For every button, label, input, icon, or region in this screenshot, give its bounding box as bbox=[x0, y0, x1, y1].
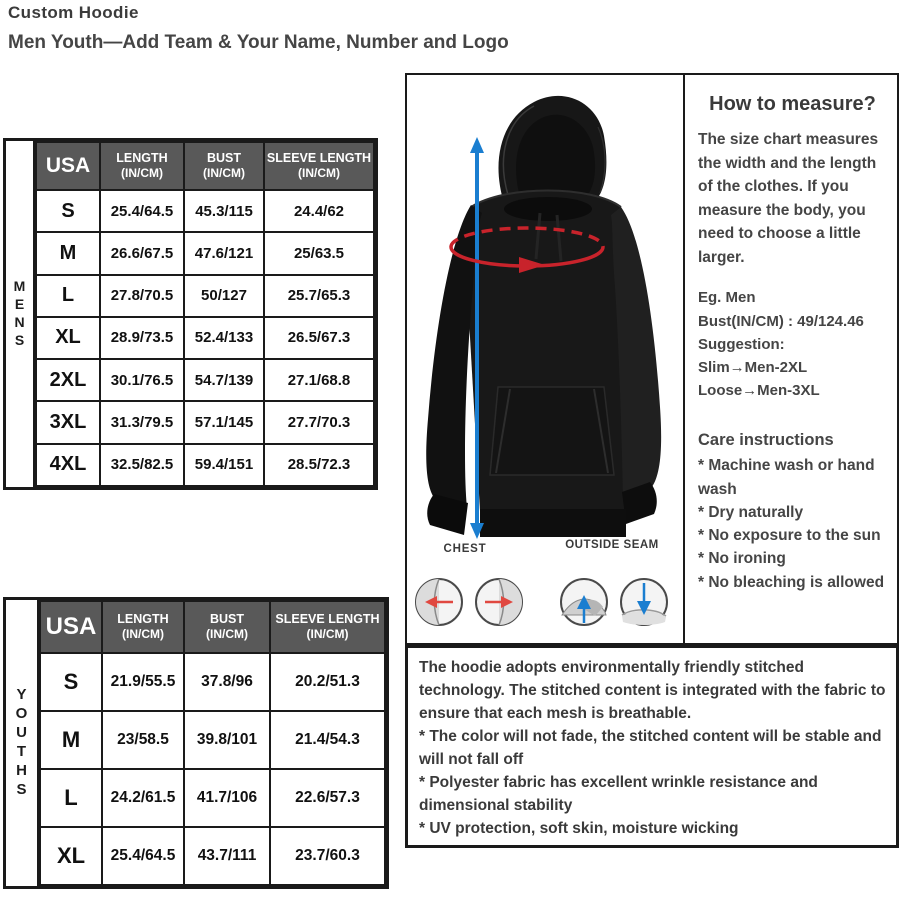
care-item: * No ironing bbox=[698, 550, 786, 568]
sleeve-cell: 25.7/65.3 bbox=[264, 275, 374, 317]
size-cell: S bbox=[36, 190, 100, 232]
table-row bbox=[36, 190, 374, 232]
outside-seam-label: OUTSIDE SEAM bbox=[565, 539, 659, 551]
size-cell: M bbox=[36, 232, 100, 274]
mens-group-strip bbox=[6, 141, 35, 487]
column-header-length bbox=[100, 142, 184, 190]
bust-cell: 57.1/145 bbox=[184, 401, 264, 443]
length-cell: 27.8/70.5 bbox=[100, 275, 184, 317]
bust-cell: 59.4/151 bbox=[184, 444, 264, 486]
description-intro: The hoodie adopts environmentally friendly stitched technology. The stitched content is integrated with the fabric to ensure that each mesh is breathable. bbox=[419, 659, 886, 722]
example-line: Slim→Men-2XL bbox=[698, 359, 808, 377]
sleeve-cell: 27.1/68.8 bbox=[264, 359, 374, 401]
bust-cell: 39.8/101 bbox=[184, 711, 270, 769]
youths-group-label: YOUTHS bbox=[13, 686, 30, 800]
example-line: Suggestion: bbox=[698, 335, 785, 353]
column-unit: (IN/CM) bbox=[122, 627, 164, 642]
bust-cell: 37.8/96 bbox=[184, 653, 270, 711]
length-cell: 21.9/55.5 bbox=[102, 653, 184, 711]
size-cell: M bbox=[40, 711, 102, 769]
size-cell: S bbox=[40, 653, 102, 711]
column-header-usa: USA bbox=[36, 142, 100, 190]
page-title: Custom Hoodie bbox=[8, 3, 139, 22]
care-item: * No bleaching is allowed bbox=[698, 573, 885, 591]
column-header-usa: USA bbox=[40, 601, 102, 653]
table-header-row bbox=[40, 601, 385, 653]
length-cell: 30.1/76.5 bbox=[100, 359, 184, 401]
example-line: Bust(IN/CM) : 49/124.46 bbox=[698, 312, 864, 330]
bust-cell: 50/127 bbox=[184, 275, 264, 317]
chest-measure-circle-right-icon bbox=[476, 579, 522, 625]
length-cell: 25.4/64.5 bbox=[102, 827, 184, 885]
column-header-bust bbox=[184, 142, 264, 190]
column-unit: (IN/CM) bbox=[203, 166, 245, 181]
care-item: * Dry naturally bbox=[698, 503, 804, 521]
length-cell: 28.9/73.5 bbox=[100, 317, 184, 359]
bust-cell: 52.4/133 bbox=[184, 317, 264, 359]
description-bullet: * Polyester fabric has excellent wrinkle resistance and dimensional stability bbox=[419, 773, 818, 814]
length-cell: 25.4/64.5 bbox=[100, 190, 184, 232]
sleeve-cell: 20.2/51.3 bbox=[270, 653, 385, 711]
column-header-length bbox=[102, 601, 184, 653]
example-line: Eg. Men bbox=[698, 289, 756, 307]
mens-group-label: MENS bbox=[11, 278, 28, 350]
sleeve-cell: 24.4/62 bbox=[264, 190, 374, 232]
column-header-bust bbox=[184, 601, 270, 653]
chest-label: CHEST bbox=[443, 543, 487, 555]
column-label: LENGTH bbox=[116, 150, 168, 165]
size-cell: L bbox=[40, 769, 102, 827]
table-row bbox=[40, 827, 385, 885]
column-label: BUST bbox=[209, 611, 245, 626]
column-label: LENGTH bbox=[117, 611, 169, 626]
table-row bbox=[36, 232, 374, 274]
table-row bbox=[40, 769, 385, 827]
column-label: SLEEVE LENGTH bbox=[275, 611, 380, 626]
column-label: SLEEVE LENGTH bbox=[266, 150, 372, 165]
example-line: Loose→Men-3XL bbox=[698, 382, 820, 400]
table-row bbox=[36, 275, 374, 317]
measure-section bbox=[405, 73, 899, 645]
care-instructions bbox=[698, 428, 887, 594]
column-label: BUST bbox=[206, 150, 242, 165]
table-row bbox=[40, 653, 385, 711]
column-unit: (IN/CM) bbox=[206, 627, 248, 642]
hoodie-measure-illustration bbox=[407, 75, 683, 645]
sleeve-cell: 26.5/67.3 bbox=[264, 317, 374, 359]
care-instructions-heading: Care instructions bbox=[698, 430, 834, 449]
sleeve-cell: 23.7/60.3 bbox=[270, 827, 385, 885]
hoodie-illustration-area bbox=[407, 75, 685, 643]
description-bullet: * UV protection, soft skin, moisture wicking bbox=[419, 819, 739, 837]
bust-cell: 41.7/106 bbox=[184, 769, 270, 827]
sleeve-cell: 25/63.5 bbox=[264, 232, 374, 274]
seam-measure-circle-up-icon bbox=[561, 579, 607, 625]
mens-size-table bbox=[35, 141, 375, 487]
seam-measure-circle-down-icon bbox=[621, 579, 667, 625]
sleeve-cell: 27.7/70.3 bbox=[264, 401, 374, 443]
bust-cell: 43.7/111 bbox=[184, 827, 270, 885]
size-cell: XL bbox=[36, 317, 100, 359]
table-row bbox=[36, 317, 374, 359]
table-row bbox=[36, 359, 374, 401]
size-cell: XL bbox=[40, 827, 102, 885]
length-cell: 32.5/82.5 bbox=[100, 444, 184, 486]
how-to-measure-heading: How to measure? bbox=[709, 93, 876, 115]
description-bullet: * The color will not fade, the stitched content will be stable and will not fall off bbox=[419, 727, 882, 768]
column-header-sleeve bbox=[264, 142, 374, 190]
how-to-measure-body: The size chart measures the width and the length of the clothes. If you measure the body, you need to choose a little larger. bbox=[698, 131, 879, 266]
size-cell: 2XL bbox=[36, 359, 100, 401]
care-item: * Machine wash or hand wash bbox=[698, 457, 875, 498]
table-row bbox=[36, 444, 374, 486]
mens-size-chart bbox=[3, 138, 378, 490]
how-to-measure-panel bbox=[685, 75, 897, 643]
size-cell: 4XL bbox=[36, 444, 100, 486]
sleeve-cell: 22.6/57.3 bbox=[270, 769, 385, 827]
sleeve-cell: 28.5/72.3 bbox=[264, 444, 374, 486]
column-unit: (IN/CM) bbox=[121, 166, 163, 181]
table-row bbox=[36, 401, 374, 443]
hoodie-image bbox=[426, 96, 661, 537]
product-description-box bbox=[405, 645, 899, 848]
column-unit: (IN/CM) bbox=[298, 166, 340, 181]
youths-group-strip bbox=[6, 600, 39, 886]
column-unit: (IN/CM) bbox=[306, 627, 349, 642]
page-subtitle: Men Youth—Add Team & Your Name, Number and Logo bbox=[8, 32, 509, 53]
size-cell: 3XL bbox=[36, 401, 100, 443]
youths-size-chart bbox=[3, 597, 389, 889]
care-item: * No exposure to the sun bbox=[698, 527, 881, 545]
column-header-sleeve bbox=[270, 601, 385, 653]
table-header-row bbox=[36, 142, 374, 190]
size-cell: L bbox=[36, 275, 100, 317]
bust-cell: 54.7/139 bbox=[184, 359, 264, 401]
youths-size-table bbox=[39, 600, 386, 886]
length-cell: 31.3/79.5 bbox=[100, 401, 184, 443]
bust-cell: 47.6/121 bbox=[184, 232, 264, 274]
table-row bbox=[40, 711, 385, 769]
sleeve-cell: 21.4/54.3 bbox=[270, 711, 385, 769]
length-cell: 26.6/67.5 bbox=[100, 232, 184, 274]
chest-measure-circle-left-icon bbox=[416, 579, 462, 625]
size-suggestion-example bbox=[698, 286, 887, 402]
length-cell: 23/58.5 bbox=[102, 711, 184, 769]
length-cell: 24.2/61.5 bbox=[102, 769, 184, 827]
bust-cell: 45.3/115 bbox=[184, 190, 264, 232]
